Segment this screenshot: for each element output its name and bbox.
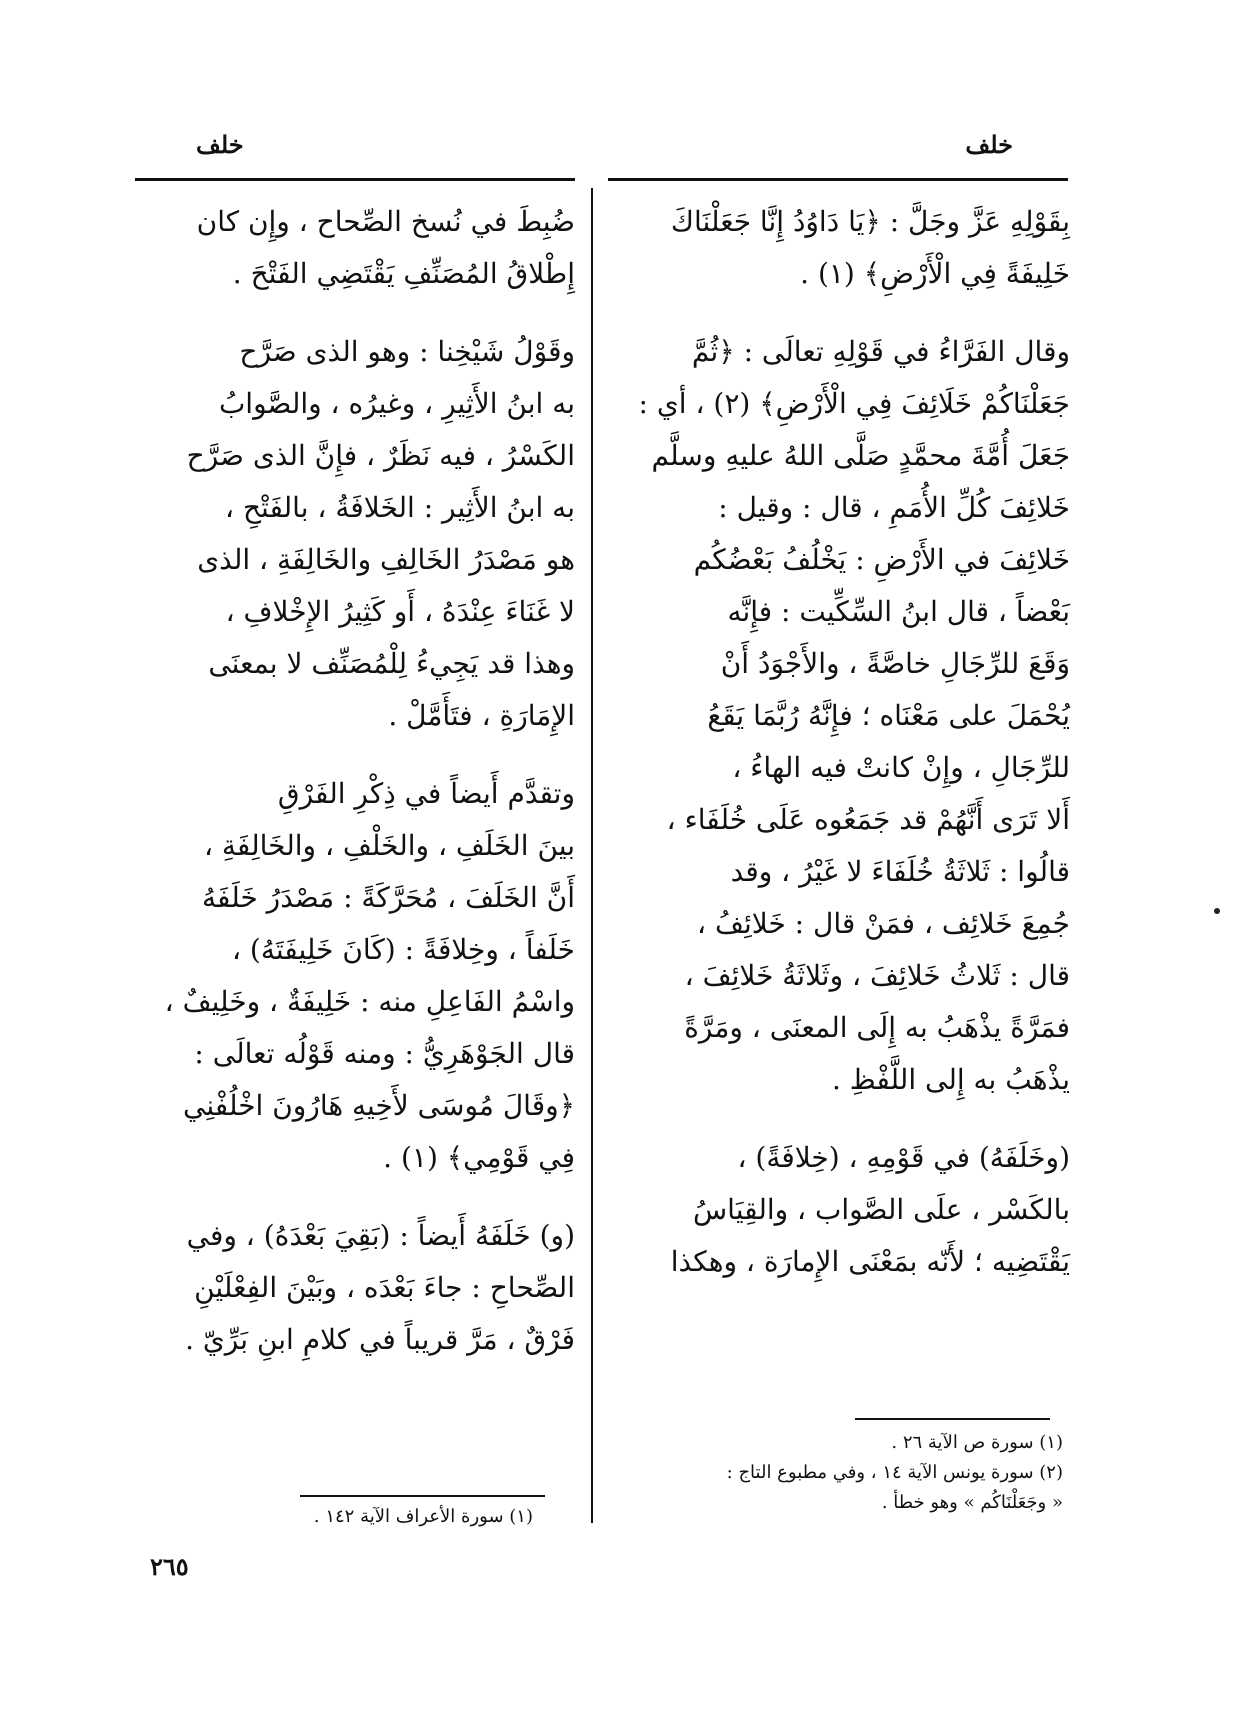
footnote-rule-right [855,1418,1050,1420]
text-line: به ابنُ الأَثِير : الخَلافَةُ ، بالفَتْحِ ، [225,491,575,524]
footnotes-right [643,1428,1063,1518]
text-line: يذْهَبُ به إِلى اللَّفْظِ . [831,1063,1070,1096]
text-line: بالكَسْر ، علَى الصَّواب ، والقِيَاسُ [693,1193,1070,1226]
margin-dot [1214,908,1220,914]
paragraph [130,326,575,742]
text-line: للرِّجَالِ ، وإِنْ كانتْ فيه الهاءُ ، [732,751,1070,784]
text-line: فِي قَوْمِي﴾ (١) . [383,1141,575,1174]
footnote: « وجَعَلْنَاكُم » وهو خطأ . [881,1492,1063,1513]
text-line: إِطْلاقُ المُصَنِّفِ يَقْتَضِي الفَتْحَ . [232,257,575,290]
text-line: وَقَعَ للرِّجَالِ خاصَّةً ، والأَجْوَدُ أَنْ [720,647,1070,680]
text-line: جَعَلْنَاكُمْ خَلَائِفَ فِي الْأَرْضِ﴾ (٢) ، أي : [638,387,1070,420]
text-line: بِقَوْلِهِ عَزَّ وجَلَّ : ﴿يَا دَاوُدُ إِنَّا جَعَلْنَاكَ [670,205,1070,238]
text-line: بَعْضاً ، قال ابنُ السِّكِّيت : فإِنَّه [727,595,1070,628]
right-column [630,196,1070,1314]
text-line: قالُوا : ثَلاثَةُ خُلَفَاءَ لا غَيْرُ ، وقد [730,855,1070,888]
text-line: خَلَفاً ، وخِلافَةً : (كَانَ خَلِيفَتَهُ) ، [231,933,575,966]
text-line: جُمِعَ خَلائِف ، فمَنْ قال : خَلائِفُ ، [697,907,1070,940]
text-line: أَلا تَرَى أَنَّهُمْ قد جَمَعُوه عَلَى خُلَفَاء ، [666,803,1070,836]
paragraph [130,768,575,1184]
text-line: أَنَّ الخَلَفَ ، مُحَرَّكَةً : مَصْدَرُ خَلَفَهُ [202,881,575,914]
text-line: واسْمُ الفَاعِلِ منه : خَلِيفَةٌ ، وخَلِيفٌ ، [164,985,575,1018]
text-line: هو مَصْدَرُ الخَالِفِ والخَالِفَةِ ، الذى [197,543,575,576]
text-line: الإِمَارَةِ ، فتَأَمَّلْ . [388,699,575,732]
text-line: خَلِيفَةً فِي الْأَرْضِ﴾ (١) . [800,257,1070,290]
page-number: ٢٦٥ [150,1552,189,1581]
footnote: (١) سورة الأعراف الآية ١٤٢ . [313,1506,533,1527]
text-line: يَقْتَضِيه ؛ لأَنّه بمَعْنَى الإِمارَة ، وهكذا [670,1245,1070,1278]
paragraph [130,196,575,300]
text-line: ضُبِطَ في نُسخ الصِّحاح ، وإِن كان [196,205,575,238]
text-line: خَلائِفَ كُلِّ الأُمَمِ ، قال : وقيل : [718,491,1070,524]
running-header-right: خلف [965,130,1013,159]
text-line: الكَسْرُ ، فيه نَظَرٌ ، فإِنَّ الذى صَرَّح [186,439,575,472]
text-line: فمَرَّةً يذْهَبُ به إِلَى المعنَى ، ومَرَّةً [684,1011,1070,1044]
footnote-rule-left [300,1495,545,1497]
paragraph [130,1210,575,1366]
text-line: فَرْقٌ ، مَرَّ قريباً في كلامِ ابنِ بَرِّيّ . [185,1323,575,1356]
text-line: بينَ الخَلَفِ ، والخَلْفِ ، والخَالِفَةِ ، [203,829,575,862]
text-line: الصِّحاحِ : جاءَ بَعْدَه ، وبَيْنَ الفِعْلَيْنِ [194,1271,575,1304]
left-column [130,196,575,1392]
footnotes-left [213,1502,533,1532]
paragraph [630,326,1070,1106]
text-line: به ابنُ الأَثِيرِ ، وغيرُه ، والصَّوابُ [218,387,575,420]
header-rule-right [608,178,1068,181]
text-line: لا غَنَاءَ عِنْدَهُ ، أَو كَثِيرُ الإِخْلافِ ، [225,595,575,628]
paragraph [630,196,1070,300]
footnote: (١) سورة ص الآية ٢٦ . [891,1432,1063,1453]
text-line: قال الجَوْهَرِيُّ : ومنه قَوْلُه تعالَى : [194,1037,575,1070]
text-line: يُحْمَلَ على مَعْنَاه ؛ فإِنَّهُ رُبَّمَا يَقَعُ [707,699,1070,732]
header-rule-left [135,178,575,181]
text-line: قال : ثَلاثُ خَلائِفَ ، وثَلاثَةُ خَلائِفَ ، [684,959,1070,992]
column-divider [591,188,593,1523]
footnote: (٢) سورة يونس الآية ١٤ ، وفي مطبوع التاج : [726,1462,1063,1483]
text-line: وهذا قد يَجِيءُ لِلْمُصَنِّف لا بمعنَى [208,647,575,680]
text-line: (وخَلَفَهُ) في قَوْمِهِ ، (خِلافَةً) ، [737,1141,1070,1174]
text-line: خَلائِفَ في الأَرْضِ : يَخْلُفُ بَعْضُكُم [693,543,1070,576]
paragraph [630,1132,1070,1288]
running-header-left: خلف [196,130,244,159]
text-line: (و) خَلَفَهُ أَيضاً : (بَقِيَ بَعْدَهُ) ، وفي [186,1219,575,1252]
text-line: جَعَلَ أُمَّةَ محمَّدٍ صَلَّى اللهُ عليهِ وسلَّم [651,439,1070,472]
text-line: وقال الفَرَّاءُ في قَوْلِهِ تعالَى : ﴿ثُمَّ [691,335,1070,368]
text-line: وقَوْلُ شَيْخِنا : وهو الذى صَرَّح [239,335,575,368]
text-line: ﴿وقَالَ مُوسَى لأَخِيهِ هَارُونَ اخْلُفْنِي [183,1089,575,1122]
text-line: وتقدَّم أَيضاً في ذِكْرِ الفَرْقِ [277,777,575,810]
